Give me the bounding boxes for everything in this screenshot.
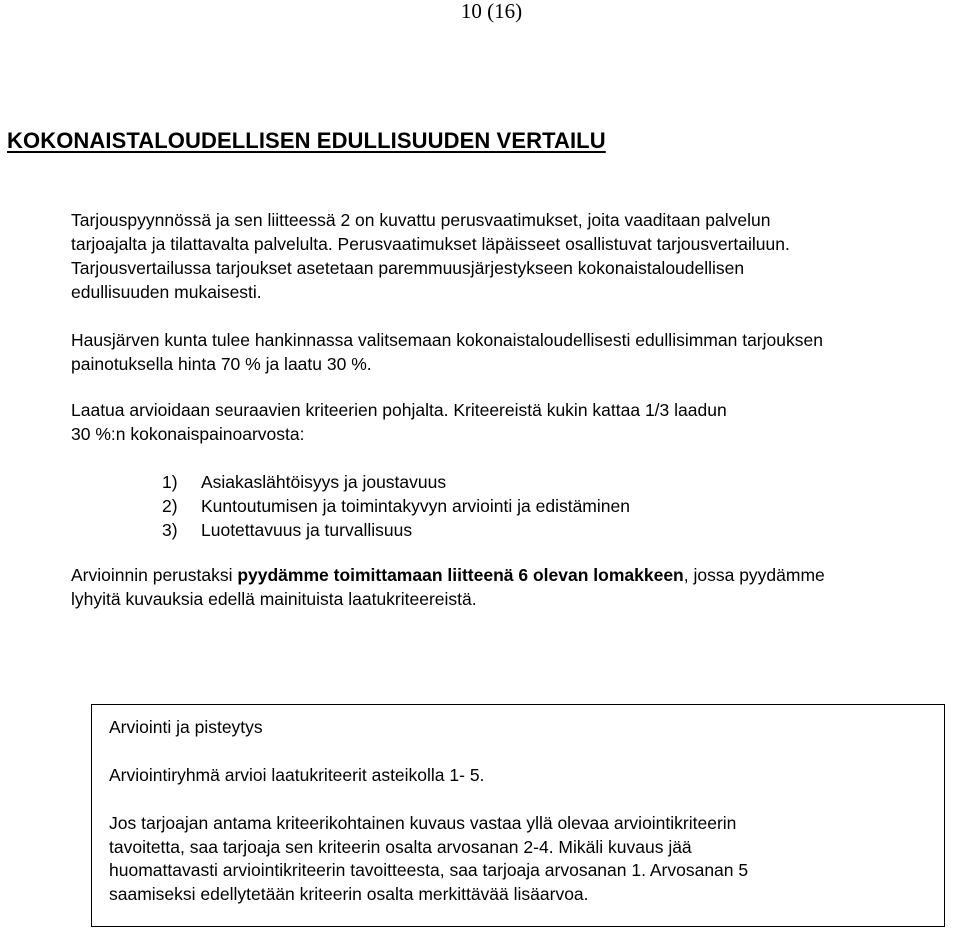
criteria-item (162, 518, 630, 542)
box-title: Arviointi ja pisteytys (109, 717, 263, 737)
page-number: 10 (16) (460, 0, 523, 23)
text-line: lyhyitä kuvauksia edellä mainituista laatukriteereistä. (71, 589, 477, 609)
text-line: tarjoajalta ja tilattavalta palvelulta. Perusvaatimukset läpäisseet osallistuvat tarjousvertailuun. (71, 234, 790, 254)
text-line (71, 563, 957, 587)
criteria-number: 1) (162, 472, 178, 492)
criteria-text: Luotettavuus ja turvallisuus (201, 520, 413, 540)
box-description (109, 812, 748, 906)
criteria-list (162, 470, 630, 542)
scoring-box (91, 704, 945, 927)
text-line: edullisuuden mukaisesti. (71, 282, 262, 302)
text-line: saamiseksi edellytetään kriteerin osalta merkittävää lisäarvoa. (109, 883, 589, 904)
text-line: huomattavasti arviointikriteerin tavoitteesta, saa tarjoaja arvosanan 1. Arvosanan 5 (109, 860, 749, 880)
text-line: Tarjouspyynnössä ja sen liitteessä 2 on kuvattu perusvaatimukset, joita vaaditaan palvelun (71, 210, 771, 230)
text-line: Hausjärven kunta tulee hankinnassa valitsemaan kokonaistaloudellisesti edullisimman tarjouksen (71, 330, 823, 350)
criteria-text: Asiakaslähtöisyys ja joustavuus (201, 472, 447, 492)
criteria-item (162, 494, 630, 518)
page-heading: KOKONAISTALOUDELLISEN EDULLISUUDEN VERTAILU (7, 128, 606, 153)
text-segment: , jossa pyydämme (683, 565, 825, 585)
text-line: 30 %:n kokonaispainoarvosta: (71, 424, 305, 444)
criteria-item (162, 470, 630, 494)
bold-text-segment: pyydämme toimittamaan liitteenä 6 olevan lomakkeen (237, 565, 684, 585)
criteria-number: 3) (162, 520, 178, 540)
intro-paragraph (71, 208, 957, 304)
weighting-paragraph (71, 328, 957, 376)
text-line: painotuksella hinta 70 % ja laatu 30 %. (71, 354, 372, 374)
request-paragraph (71, 563, 957, 611)
text-line: Tarjousvertailussa tarjoukset asetetaan paremmuusjärjestykseen kokonaistaloudellisen (71, 258, 745, 278)
text-segment: Arvioinnin perustaksi (71, 565, 238, 585)
criteria-text: Kuntoutumisen ja toimintakyvyn arviointi ja edistäminen (201, 496, 630, 516)
box-scale-text: Arviointiryhmä arvioi laatukriteerit asteikolla 1- 5. (109, 765, 485, 785)
text-line: Laatua arvioidaan seuraavien kriteerien pohjalta. Kriteereistä kukin kattaa 1/3 laadun (71, 400, 727, 420)
criteria-number: 2) (162, 496, 178, 516)
quality-criteria-paragraph (71, 398, 957, 446)
text-line: tavoitetta, saa tarjoaja sen kriteerin osalta arvosanan 2-4. Mikäli kuvaus jää (109, 836, 692, 857)
text-line: Jos tarjoajan antama kriteerikohtainen kuvaus vastaa yllä olevaa arviointikriteerin (109, 813, 737, 833)
